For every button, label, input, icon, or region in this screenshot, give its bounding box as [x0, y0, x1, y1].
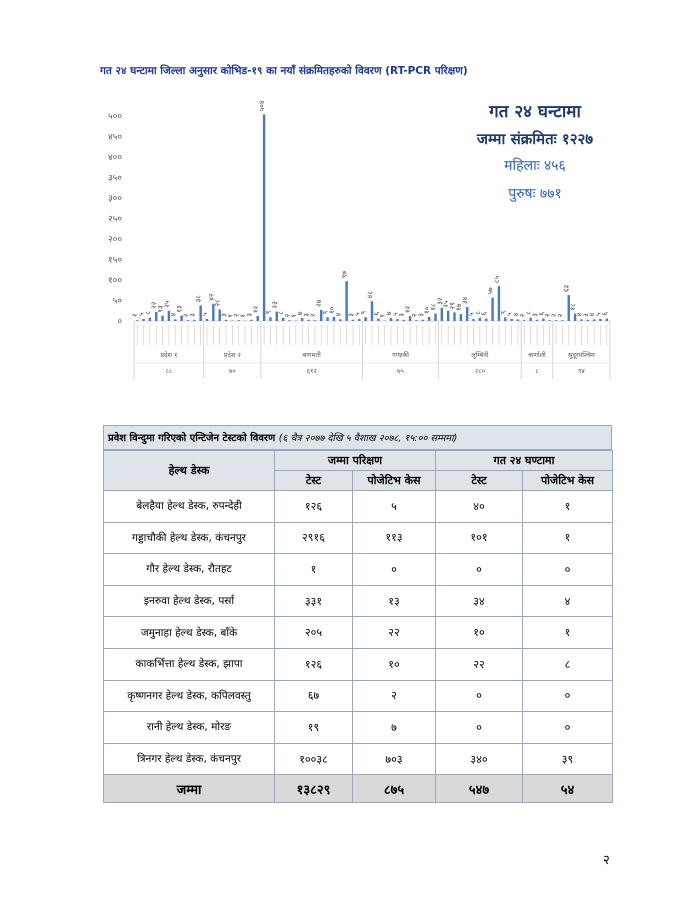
- cell-day-positive: ८: [523, 648, 613, 680]
- cell-total-positive: १०: [353, 648, 436, 680]
- cell-day-positive: ०: [523, 554, 613, 586]
- data-label: १८: [429, 303, 438, 311]
- data-label: ८: [143, 311, 152, 315]
- table-row: [104, 712, 613, 744]
- bar: [593, 319, 595, 321]
- data-label: २: [283, 313, 292, 318]
- bar: [193, 320, 195, 321]
- y-tick-label: ३००: [107, 194, 122, 204]
- summary-box: [440, 98, 630, 208]
- data-label: १३: [156, 305, 165, 313]
- data-label: ३: [220, 313, 229, 317]
- data-label: ६: [372, 311, 381, 316]
- data-label: ४८: [366, 291, 374, 299]
- cell-total-positive: ५: [353, 491, 436, 523]
- data-label: ३: [531, 313, 540, 317]
- data-label: २८: [213, 299, 222, 307]
- cell-day-positive: १: [523, 491, 613, 523]
- data-label: २: [543, 313, 552, 318]
- bar: [339, 319, 341, 321]
- data-label: ८५: [492, 275, 501, 284]
- bar: [599, 319, 601, 321]
- header-total-positive: पोजेटिभ केस: [353, 471, 436, 491]
- page-title: गत २४ घन्टामा जिल्ला अनुसार कोभिड-१९ का नयाँ संक्रमितहरुको विवरण (RT-PCR परिक्षण): [100, 65, 468, 77]
- data-label: ३: [581, 313, 590, 317]
- cell-total-test: ६७: [275, 680, 353, 712]
- cell-day-test: ४०: [436, 491, 523, 523]
- bar: [307, 320, 309, 321]
- y-tick-label: २५०: [107, 214, 122, 225]
- table-row: [104, 743, 613, 775]
- cell-total-positive: ११३: [353, 522, 436, 554]
- summary-period: गत २४ घन्टामा: [489, 102, 581, 122]
- header-total-test: टेस्ट: [275, 471, 353, 491]
- cell-desk: गड्डाचौकी हेल्थ डेस्क, कंचनपुर: [104, 522, 275, 554]
- bar: [206, 319, 208, 321]
- header-day-positive: पोजेटिभ केस: [523, 471, 613, 491]
- data-label: २: [232, 313, 241, 318]
- bar: [580, 319, 582, 321]
- bar: [364, 317, 366, 321]
- data-label: ६: [537, 311, 546, 316]
- data-label: ५: [467, 312, 476, 316]
- data-label: ९: [359, 310, 368, 315]
- bar: [529, 318, 531, 321]
- bar: [441, 308, 443, 321]
- cell-day-test: ०: [436, 680, 523, 712]
- cell-day-test: १०१: [436, 522, 523, 554]
- bar: [282, 318, 284, 321]
- y-tick-label: ४५०: [107, 132, 122, 143]
- bar: [447, 311, 449, 321]
- data-label: २३: [270, 301, 279, 309]
- header-total-group: जम्मा परिक्षण: [275, 451, 436, 471]
- table-row: [104, 680, 613, 712]
- cell-total-test: २९१६: [275, 522, 353, 554]
- data-label: ३: [397, 313, 406, 317]
- bar: [352, 320, 354, 321]
- province-total: २८०: [474, 367, 485, 375]
- data-label: २: [308, 313, 317, 318]
- cell-total-test: १२६: [275, 648, 353, 680]
- header-day-test: टेस्ट: [436, 471, 523, 491]
- bar: [250, 320, 252, 321]
- data-label: १०: [423, 306, 432, 314]
- cell-total-positive: १३: [353, 585, 436, 617]
- y-tick-label: ५००: [107, 112, 122, 122]
- bar: [358, 319, 360, 321]
- data-label: २: [131, 313, 140, 318]
- caption-date: (६ चैत्र २०७७ देखि ५ वैशाख २०७८, १५:०० सम्ममा): [278, 433, 458, 444]
- data-label: २: [181, 313, 190, 318]
- cell-day-positive: १: [523, 522, 613, 554]
- bar: [269, 317, 271, 321]
- bar: [479, 318, 481, 321]
- table-total-row: [104, 775, 613, 803]
- cell-day-positive: १: [523, 617, 613, 649]
- summary-female: महिलाः ४५६: [504, 158, 566, 174]
- bar: [523, 320, 525, 321]
- cell-desk: त्रिनगर हेल्थ डेस्क, कंचनपुर: [104, 743, 275, 775]
- province-name: गण्डकी: [392, 351, 410, 359]
- data-label: १२: [404, 305, 413, 314]
- table-row: [104, 617, 613, 649]
- bar: [403, 320, 405, 321]
- province-total: ९४: [578, 367, 585, 375]
- data-label: ३८: [194, 295, 203, 303]
- bar: [149, 318, 151, 321]
- data-label: २१: [448, 302, 457, 310]
- bar: [326, 317, 328, 321]
- bar: [225, 320, 227, 321]
- bar: [174, 319, 176, 321]
- total-day-positive: ५४: [523, 775, 613, 803]
- bar: [371, 301, 373, 321]
- data-label: ३: [346, 313, 355, 317]
- y-tick-label: १००: [107, 276, 122, 286]
- summary-total: जम्मा संक्रमितः १२२७: [476, 130, 594, 148]
- data-label: ६: [480, 311, 489, 316]
- data-label: ४: [588, 312, 597, 317]
- bar: [536, 320, 538, 321]
- page-number: २: [603, 853, 610, 868]
- data-label: १: [289, 313, 298, 318]
- data-label: ३: [188, 313, 197, 317]
- cell-day-positive: ०: [523, 712, 613, 744]
- table-row: [104, 491, 613, 523]
- data-label: ५७: [486, 287, 495, 295]
- data-label: ४: [511, 312, 520, 317]
- data-label: २२: [150, 301, 159, 309]
- header-desk: हेल्थ डेस्क: [104, 451, 275, 491]
- data-label: ७: [385, 311, 394, 316]
- cell-day-positive: ४: [523, 585, 613, 617]
- bar: [453, 312, 455, 321]
- province-name: प्रदेश २: [223, 351, 241, 359]
- table-row: [104, 648, 613, 680]
- table-caption: [103, 425, 612, 450]
- province-total: ८: [535, 367, 539, 375]
- data-label: ८: [524, 311, 533, 315]
- province-total: ८८: [165, 367, 173, 375]
- data-label: ४: [334, 312, 343, 317]
- data-label: ५: [200, 312, 209, 316]
- bar: [142, 319, 144, 321]
- data-label: ९: [264, 310, 273, 315]
- bar: [422, 320, 424, 321]
- cell-desk: इनरुवा हेल्थ डेस्क, पर्सा: [104, 585, 275, 617]
- cell-total-test: १००३८: [275, 743, 353, 775]
- antigen-table-section: [103, 425, 612, 803]
- bar: [498, 286, 500, 321]
- bar: [238, 320, 240, 321]
- data-label: १७: [454, 303, 463, 312]
- bar: [561, 320, 563, 321]
- province-name: कर्णाली: [528, 351, 546, 359]
- bar: [333, 317, 335, 321]
- cell-day-positive: ०: [523, 680, 613, 712]
- total-positive: ८७५: [353, 775, 436, 803]
- antigen-table: [103, 450, 613, 803]
- province-name: बागमती: [302, 351, 321, 359]
- y-tick-label: ४००: [107, 153, 122, 163]
- cell-day-test: १०: [436, 617, 523, 649]
- data-label: १२: [251, 305, 260, 314]
- y-tick-label: २००: [107, 235, 122, 245]
- cell-day-test: ०: [436, 712, 523, 744]
- y-tick-label: १५०: [107, 255, 122, 266]
- province-total: ७५: [397, 367, 404, 375]
- bar: [472, 319, 474, 321]
- data-label: १०: [327, 306, 336, 314]
- cell-desk: कृष्णनगर हेल्थ डेस्क, कपिलवस्तु: [104, 680, 275, 712]
- data-label: ४: [575, 312, 584, 317]
- bar: [549, 320, 551, 321]
- data-label: ८: [473, 311, 482, 315]
- summary-male: पुरुषः ७७१: [508, 186, 562, 202]
- bar: [491, 298, 493, 321]
- bar: [377, 319, 379, 321]
- cell-total-test: २०५: [275, 617, 353, 649]
- bar: [415, 320, 417, 321]
- bar: [288, 320, 290, 321]
- data-label: १: [239, 313, 248, 318]
- cell-total-positive: २२: [353, 617, 436, 649]
- bar: [555, 320, 557, 321]
- cell-total-test: १९: [275, 712, 353, 744]
- data-label: १८: [569, 303, 578, 311]
- cell-total-test: १२६: [275, 491, 353, 523]
- cell-total-positive: २: [353, 680, 436, 712]
- province-name: सुदूरपश्चिम: [568, 351, 595, 359]
- data-label: १: [378, 313, 387, 318]
- data-label: ९: [321, 310, 330, 315]
- cell-day-test: ०: [436, 554, 523, 586]
- bar: [187, 320, 189, 321]
- caption-main: प्रवेश विन्दुमा गरिएको एन्टिजेन टेस्टको विवरण: [108, 433, 276, 444]
- bar: [257, 316, 259, 321]
- data-label: २५: [442, 300, 451, 308]
- bar: [314, 320, 316, 321]
- data-label: ६: [600, 311, 609, 316]
- cell-desk: बेलहैया हेल्थ डेस्क, रुपन्देही: [104, 491, 275, 523]
- cell-desk: गौर हेल्थ डेस्क, रौतहट: [104, 554, 275, 586]
- data-label: ६३: [562, 284, 571, 293]
- cell-desk: रानी हेल्थ डेस्क, मोरङ: [104, 712, 275, 744]
- province-total: ६१२: [306, 367, 317, 375]
- data-label: २५: [162, 300, 171, 308]
- y-tick-label: ०: [117, 317, 122, 327]
- data-label: ५: [391, 312, 400, 316]
- data-label: ३२: [435, 297, 444, 305]
- data-label: २: [556, 313, 565, 318]
- bar: [510, 319, 512, 321]
- bar: [587, 320, 589, 321]
- table-row: [104, 554, 613, 586]
- bar: [396, 319, 398, 321]
- bar: [428, 317, 430, 321]
- bar: [517, 319, 519, 321]
- data-label: ५०४: [258, 100, 267, 112]
- total-label: जम्मा: [104, 775, 275, 803]
- data-label: २: [550, 313, 559, 318]
- cell-total-positive: ७: [353, 712, 436, 744]
- cell-total-test: १: [275, 554, 353, 586]
- data-label: ५: [137, 312, 146, 316]
- total-test: १३८२९: [275, 775, 353, 803]
- cell-desk: काकर्भित्ता हेल्थ डेस्क, झापा: [104, 648, 275, 680]
- bar: [460, 314, 462, 321]
- province-total: ७०: [228, 367, 236, 375]
- data-label: २: [410, 313, 419, 318]
- data-label: ८: [277, 311, 286, 315]
- data-label: ४: [169, 312, 178, 317]
- data-label: ३४: [461, 296, 470, 305]
- bar: [504, 317, 506, 321]
- bar: [263, 114, 265, 321]
- header-last24-group: गत २४ घण्टामा: [436, 451, 613, 471]
- bar: [390, 318, 392, 321]
- cell-desk: जमुनाहा हेल्थ डेस्क, बाँके: [104, 617, 275, 649]
- bar: [301, 318, 303, 321]
- total-day-test: ५४७: [436, 775, 523, 803]
- y-tick-label: ३५०: [107, 173, 122, 184]
- data-label: २: [518, 313, 527, 318]
- data-label: १३: [175, 305, 184, 313]
- bar: [136, 320, 138, 321]
- cell-total-positive: ७०३: [353, 743, 436, 775]
- bar: [485, 319, 487, 321]
- bar: [542, 319, 544, 321]
- table-row: [104, 585, 613, 617]
- cell-day-test: २२: [436, 648, 523, 680]
- data-label: १: [226, 313, 235, 318]
- data-label: ७: [296, 311, 305, 316]
- data-label: ४२: [207, 293, 216, 301]
- data-label: ५: [353, 312, 362, 316]
- cell-day-test: ३४०: [436, 743, 523, 775]
- table-row: [104, 522, 613, 554]
- data-label: ५: [594, 312, 603, 316]
- bar: [161, 316, 163, 321]
- cell-total-positive: ०: [353, 554, 436, 586]
- province-name: लुम्बिनी: [471, 351, 489, 359]
- bar: [606, 319, 608, 321]
- data-label: ३: [416, 313, 425, 317]
- bar: [434, 314, 436, 321]
- data-label: ९७: [340, 270, 349, 279]
- data-label: ३: [245, 313, 254, 317]
- data-label: २७: [315, 299, 324, 307]
- cell-total-test: ३३१: [275, 585, 353, 617]
- data-label: ९: [499, 310, 508, 315]
- province-name: प्रदेश १: [160, 351, 178, 359]
- data-label: ५: [505, 312, 514, 316]
- cell-day-positive: ३९: [523, 743, 613, 775]
- cell-day-test: ३४: [436, 585, 523, 617]
- data-label: ३: [302, 313, 311, 317]
- y-tick-label: ५०: [112, 296, 122, 307]
